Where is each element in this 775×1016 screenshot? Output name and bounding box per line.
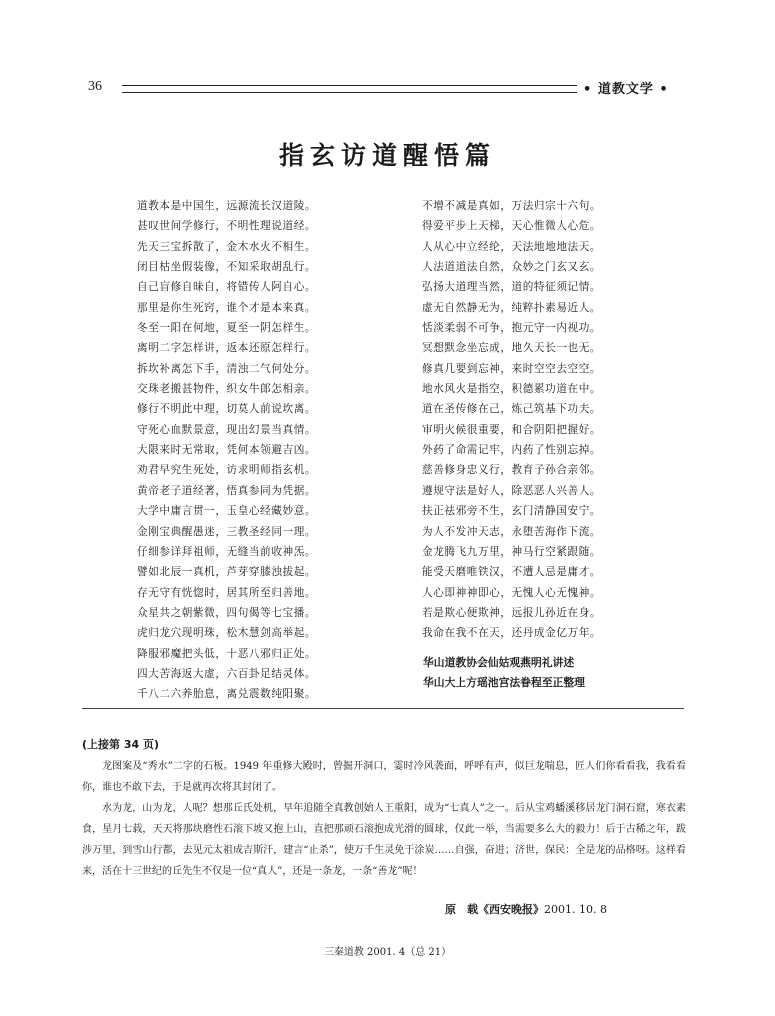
narrator-credit: 华山道教协会仙姑观燕明礼讲述	[423, 656, 575, 669]
source-citation	[445, 901, 607, 917]
poem-line: 千八二六养胎息，离兑震数纯阳聚。	[137, 688, 317, 701]
article-paragraph-2: 水为龙，山为龙，人呢？想那丘氏处机，早年追随全真教创始人王重阳，成为“七真人”之一。后从宝鸡蟠溪移居龙门洞石窟，寒衣素食，星月七载，天天将那块磨性石滚下坡又抱上山，直把那顽石滚抱成光滑的圆球，仅此一举，当需要多么大的毅力！后于古稀之年，跋涉万里，到雪山行都，去见元太祖成吉斯汗，建言“止杀”，使万千生灵免于涂炭……自强，奋进；济世，保民：全是龙的品格呀。这样看来，活在十三世纪的丘先生不仅是一位“真人”，还是一条龙，一条“善龙”呢！	[82, 803, 686, 877]
poem-line: 冥想默念坐忘成，地久天长一也无。	[422, 342, 602, 355]
poem-line: 自己盲修自昧自，将错传人阿自心。	[137, 281, 317, 294]
poem-line: 离明二字怎样讲，返本还原怎样行。	[137, 342, 317, 355]
poem-line: 外药了命需记牢，内药了性别忘掉。	[422, 444, 602, 457]
poem-line: 仔细参详拜祖师，无缝当前收神炁。	[137, 545, 317, 558]
poem-line: 为人不发冲天志，永堕苦海作下流。	[422, 525, 602, 538]
poem-line: 金刚宝典醒愚迷，三教圣经同一理。	[137, 525, 317, 538]
editor-credit: 华山大上方瑶池宫法眷程至正整理	[423, 676, 585, 689]
poem-line: 守死心血默景意，现出幻景当真情。	[137, 423, 317, 436]
poem-line: 存无守有恍惚时，居其所至归善地。	[137, 586, 317, 599]
continued-from-label: (上接第 34 页)	[82, 738, 160, 751]
poem-line: 修真几要到忘神，来时空空去空空。	[422, 362, 602, 375]
poem-line: 大限来时无常取，凭何本领避吉凶。	[137, 444, 317, 457]
poem-line: 金龙腾飞九万里，神马行空紧跟随。	[422, 545, 602, 558]
poem-line: 譬如北辰一真机，芦芽穿膝浊拔起。	[137, 566, 317, 579]
poem-line: 甚叹世间学修行，不明性理说道经。	[137, 220, 317, 233]
poem-line: 劝君早究生死处，访求明师指玄机。	[137, 464, 317, 477]
poem-line: 地水风火是指空，积德累功道在中。	[422, 383, 602, 396]
poem-line: 闭目枯坐假装像，不知采取胡乱行。	[137, 261, 317, 274]
poem-line: 能受天磨唯铁汉，不遭人忌是庸才。	[422, 566, 602, 579]
source-label: 原 载《西安晚报》	[445, 903, 544, 916]
poem-line: 道在圣传修在己，炼己筑基下功夫。	[422, 403, 602, 416]
poem-line: 若是欺心便欺神，远报儿孙近在身。	[422, 606, 602, 619]
poem-line: 弘扬大道理当然，道的特征须记情。	[422, 281, 602, 294]
page-number: 36	[88, 79, 102, 94]
poem-line: 冬至一阳在何地，夏至一阴怎样生。	[137, 322, 317, 335]
poem-line: 扶正祛邪旁不生，玄门清静国安宁。	[422, 505, 602, 518]
article-paragraph-1: 龙图案及“秀水”二字的石板。1949 年重修大殿时，曾掘开洞口，霎时冷风袭面，呼呼有声，似巨龙喘息，匠人们你看看我，我看看你，谁也不敢下去，于是就再次将其封闭了。	[82, 761, 686, 793]
poem-line: 人从心中立经纶，天法地地地法天。	[422, 240, 602, 253]
poem-right-column	[422, 196, 601, 644]
poem-line: 拆坎补离怎下手，清浊二气何处分。	[137, 362, 317, 375]
page-footer: 三秦道教 2001. 4（总 21）	[323, 947, 452, 958]
poem-line: 遵规守法是好人，除恶恶人兴善人。	[422, 484, 602, 497]
poem-line: 众星共之朝紫微，四句偈等七宝播。	[137, 606, 317, 619]
poem-line: 慈善修身忠义行，教育子孙合亲邻。	[422, 464, 602, 477]
poem-line: 交珠老搬甚物件，织女牛郎怎相亲。	[137, 383, 317, 396]
section-divider	[82, 708, 684, 709]
poem-line: 四大苦海返大虚，六百卦足结灵体。	[137, 667, 317, 680]
poem-line: 不增不减是真如，万法归宗十六句。	[422, 200, 602, 212]
poem-line: 道教本是中国生，远源流长汉道陵。	[137, 200, 317, 212]
poem-line: 得爱平步上天梯，天心惟微人心危。	[422, 220, 602, 233]
poem-line: 人心即神神即心，无愧人心无愧神。	[422, 586, 602, 599]
poem-line: 虎归龙穴现明珠，松木慧剑高举起。	[137, 627, 317, 640]
poem-line: 虚无自然静无为，纯粹扑素易近人。	[422, 301, 602, 314]
poem-line: 人法道道法自然，众妙之门玄又玄。	[422, 261, 602, 274]
poem-line: 先天三宝拆散了，金木水火不相生。	[137, 240, 317, 253]
source-date: 2001. 10. 8	[544, 903, 607, 916]
poem-line: 修行不明此中理，切莫人前说坎离。	[137, 403, 317, 416]
poem-line: 那里是你生死窍，谁个才是本来真。	[137, 301, 317, 314]
poem-line: 大学中庸言贯一，玉皇心经藏妙意。	[137, 505, 317, 518]
poem-line: 恬淡柔弱不可争，抱元守一内视功。	[422, 322, 602, 335]
header-rule-bottom	[122, 92, 577, 93]
poem-line: 降服邪魔把头低，十恶八邪归正处。	[137, 647, 317, 660]
poem-line: 我命在我不在天，还丹成金亿万年。	[422, 627, 602, 640]
poem-left-column	[137, 196, 316, 705]
poem-line: 审明火候很重要，和合阴阳把握好。	[422, 423, 602, 436]
header-rule-top	[122, 85, 577, 86]
poem-line: 黄帝老子道经著，悟真参同为凭据。	[137, 484, 317, 497]
poem-title: 指玄访道醒悟篇	[278, 141, 496, 170]
section-label: • 道教文学 •	[583, 82, 669, 97]
